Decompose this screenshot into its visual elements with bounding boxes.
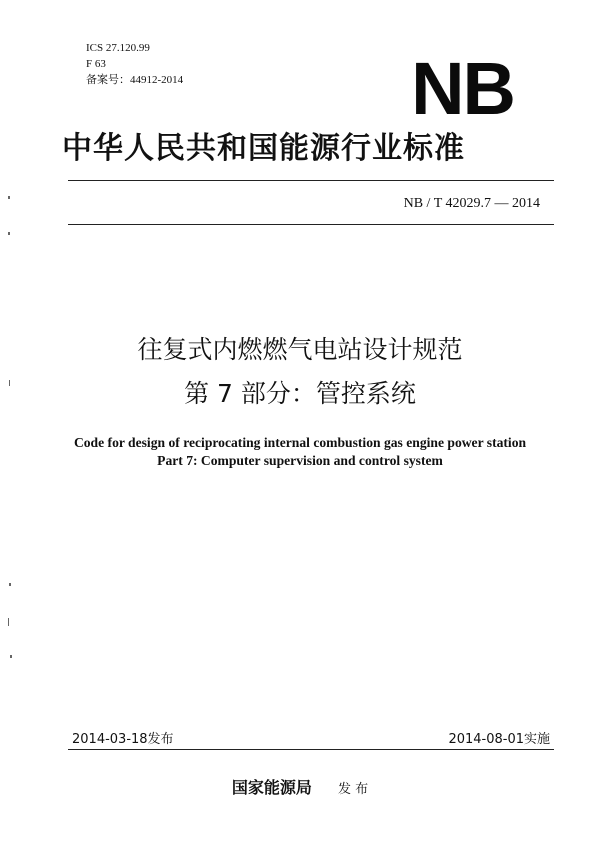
issue-date: 2014-03-18发布	[72, 732, 174, 747]
record-number	[86, 72, 183, 88]
publisher-action: 发 布	[337, 782, 369, 797]
header-divider	[68, 224, 554, 225]
classification-block	[86, 40, 183, 88]
scan-speck	[8, 196, 10, 199]
record-value: 44912-2014	[130, 74, 184, 86]
title-english-line2: Part 7: Computer supervision and control system	[157, 453, 443, 468]
ics-code: ICS 27.120.99	[86, 42, 150, 54]
title-chinese-line2: 第 7 部分：管控系统	[184, 379, 416, 408]
scan-speck	[8, 232, 10, 235]
scan-speck	[9, 380, 10, 386]
implementation-date: 2014-08-01实施	[448, 732, 550, 747]
record-label: 备案号：	[86, 74, 130, 86]
organization-title: 中华人民共和国能源行业标准	[62, 131, 465, 166]
publisher	[0, 775, 600, 798]
scan-speck	[8, 618, 9, 626]
publisher-name: 国家能源局	[231, 778, 312, 797]
title-english-line1: Code for design of reciprocating internal combustion gas engine power station	[73, 435, 527, 450]
top-divider	[68, 180, 554, 181]
nb-logo: NB	[411, 47, 514, 130]
standard-number: NB / T 42029.7 — 2014	[403, 196, 540, 211]
scan-speck	[9, 583, 11, 586]
title-chinese-line1: 往复式内燃燃气电站设计规范	[137, 335, 463, 364]
scan-speck	[10, 655, 12, 658]
ccs-code: F 63	[86, 58, 106, 70]
footer-divider	[68, 749, 554, 750]
